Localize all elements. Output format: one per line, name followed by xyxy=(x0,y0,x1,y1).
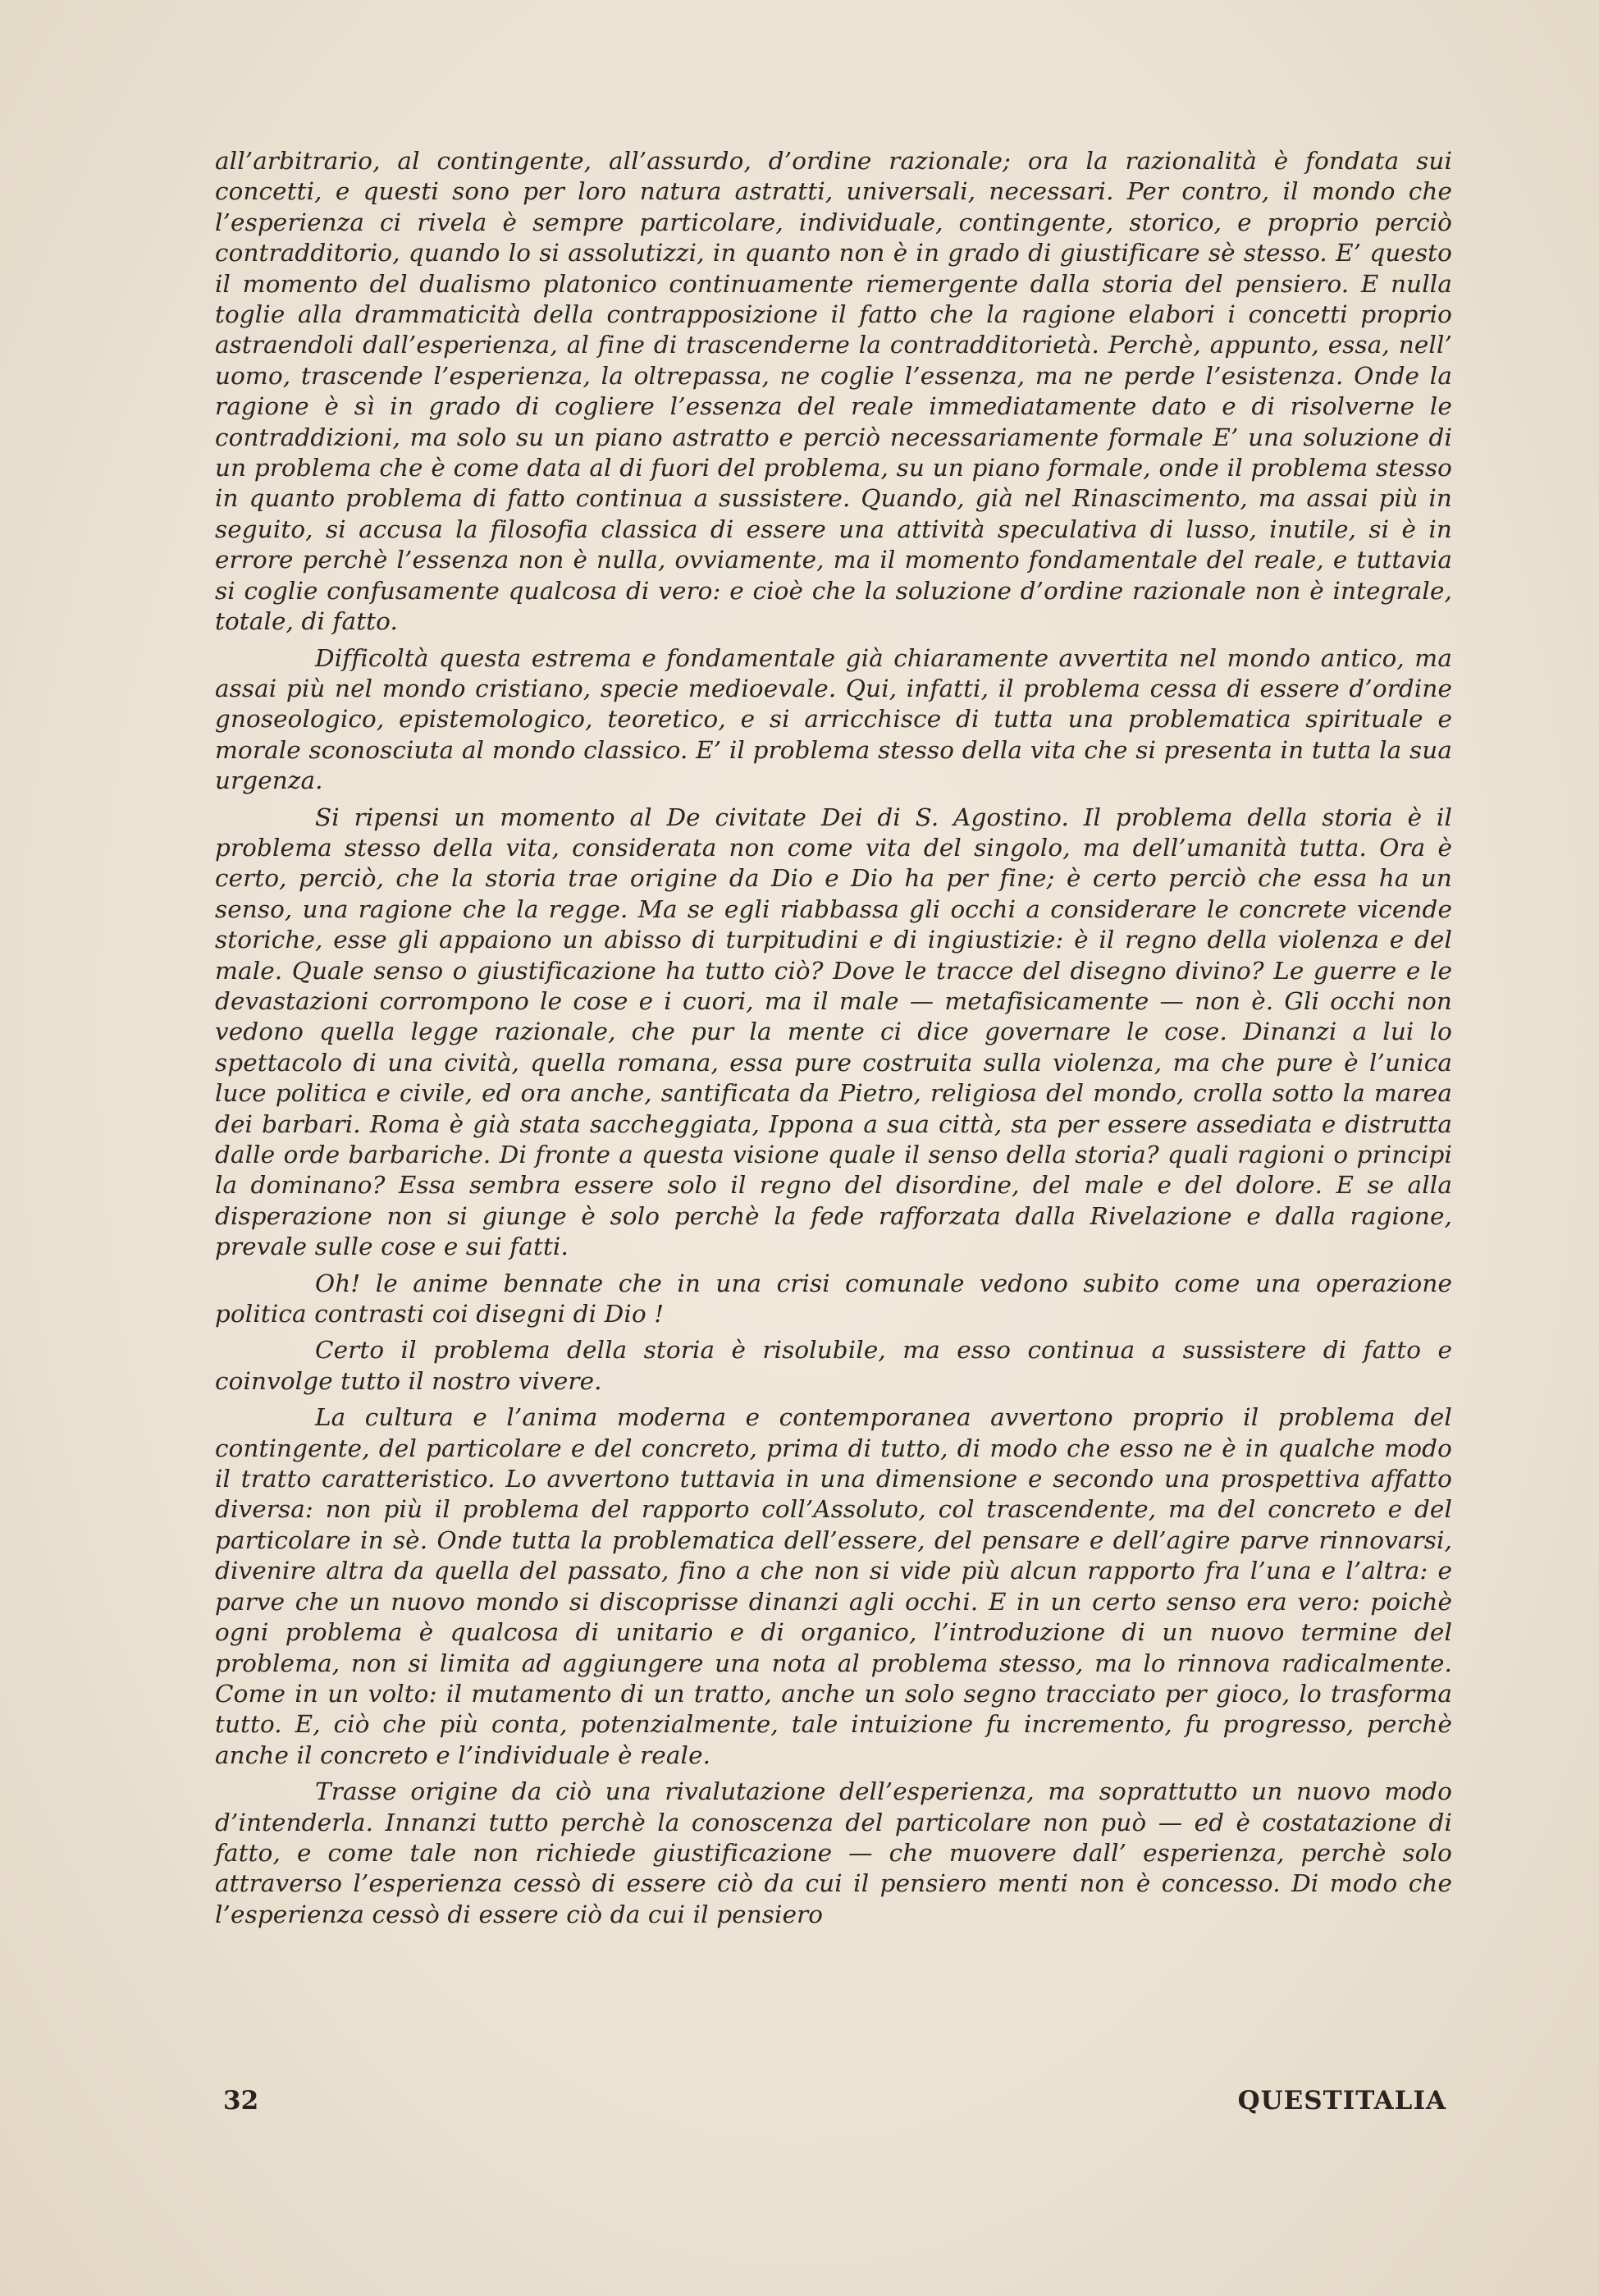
paragraph: Certo il problema della storia è risolubile, ma esso continua a sussistere di fatto e coinvolge tutto il nostro vivere. xyxy=(215,1336,1452,1395)
paragraph: Oh! le anime bennate che in una crisi comunale vedono subito come una operazione politica contrasti coi disegni di Dio ! xyxy=(215,1269,1452,1329)
running-title: QUESTITALIA xyxy=(1237,2086,1446,2115)
article-body xyxy=(215,146,1452,1936)
paragraph: Trasse origine da ciò una rivalutazione dell’esperienza, ma soprattutto un nuovo modo d’intenderla. Innanzi tutto perchè la conoscenza del particolare non può — ed è costatazione di fatto, e come tale non richiede giustificazione — che muovere dall’ esperienza, perchè solo attraverso l’esperienza cessò di essere ciò da cui il pensiero menti non è concesso. Di modo che l’esperienza cessò di essere ciò da cui il pensiero xyxy=(215,1777,1452,1928)
page-number: 32 xyxy=(223,2086,259,2115)
paragraph: Si ripensi un momento al De civitate Dei di S. Agostino. Il problema della storia è il problema stesso della vita, considerata non come vita del singolo, ma dell’umanità tutta. Ora è certo, perciò, che la storia trae origine da Dio e Dio ha per fine; è certo perciò che essa ha un senso, una ragione che la regge. Ma se egli riabbassa gli occhi a considerare le concrete vicende storiche, esse gli appaiono un abisso di turpitudini e di ingiustizie: è il regno della violenza e del male. Quale senso o giustificazione ha tutto ciò? Dove le tracce del disegno divino? Le guerre e le devastazioni corrompono le cose e i cuori, ma il male — metafisicamente — non è. Gli occhi non vedono quella legge razionale, che pur la mente ci dice governare le cose. Dinanzi a lui lo spettacolo di una cività, quella romana, essa pure costruita sulla violenza, ma che pure è l’unica luce politica e civile, ed ora anche, santificata da Pietro, religiosa del mondo, crolla sotto la marea dei barbari. Roma è già stata saccheggiata, Ippona a sua città, sta per essere assediata e distrutta dalle orde barbariche. Di fronte a questa visione quale il senso della storia? quali ragioni o principi la dominano? Essa sembra essere solo il regno del disordine, del male e del dolore. E se alla disperazione non si giunge è solo perchè la fede rafforzata dalla Rivelazione e dalla ragione, prevale sulle cose e sui fatti. xyxy=(215,803,1452,1261)
paragraph: La cultura e l’anima moderna e contemporanea avvertono proprio il problema del contingente, del particolare e del concreto, prima di tutto, di modo che esso ne è in qualche modo il tratto caratteristico. Lo avvertono tuttavia in una dimensione e secondo una prospettiva affatto diversa: non più il problema del rapporto coll’Assoluto, col trascendente, ma del concreto e del particolare in sè. Onde tutta la problematica dell’essere, del pensare e dell’agire parve rinnovarsi, divenire altra da quella del passato, fino a che non si vide più alcun rapporto fra l’una e l’altra: e parve che un nuovo mondo si discoprisse dinanzi agli occhi. E in un certo senso era vero: poichè ogni problema è qualcosa di unitario e di organico, l’introduzione di un nuovo termine del problema, non si limita ad aggiungere una nota al problema stesso, ma lo rinnova radicalmente. Come in un volto: il mutamento di un tratto, anche un solo segno tracciato per gioco, lo trasforma tutto. E, ciò che più conta, potenzialmente, tale intuizione fu incremento, fu progresso, perchè anche il concreto e l’individuale è reale. xyxy=(215,1403,1452,1769)
paragraph: all’arbitrario, al contingente, all’assurdo, d’ordine razionale; ora la razionalità è fondata sui concetti, e questi sono per loro natura astratti, universali, necessari. Per contro, il mondo che l’esperienza ci rivela è sempre particolare, individuale, contingente, storico, e proprio perciò contradditorio, quando lo si assolutizzi, in quanto non è in grado di giustificare sè stesso. E’ questo il momento del dualismo platonico continuamente riemergente dalla storia del pensiero. E nulla toglie alla drammaticità della contrapposizione il fatto che la ragione elabori i concetti proprio astraendoli dall’esperienza, al fine di trascenderne la contradditorietà. Perchè, appunto, essa, nell’ uomo, trascende l’esperienza, la oltrepassa, ne coglie l’essenza, ma ne perde l’esistenza. Onde la ragione è sì in grado di cogliere l’essenza del reale immediatamente dato e di risolverne le contraddizioni, ma solo su un piano astratto e perciò necessariamente formale E’ una soluzione di un problema che è come data al di fuori del problema, su un piano formale, onde il problema stesso in quanto problema di fatto continua a sussistere. Quando, già nel Rinascimento, ma assai più in seguito, si accusa la filosofia classica di essere una attività speculativa di lusso, inutile, si è in errore perchè l’essenza non è nulla, ovviamente, ma il momento fondamentale del reale, e tuttavia si coglie confusamente qualcosa di vero: e cioè che la soluzione d’ordine razionale non è integrale, totale, di fatto. xyxy=(215,147,1452,636)
paragraph: Difficoltà questa estrema e fondamentale già chiaramente avvertita nel mondo antico, ma assai più nel mondo cristiano, specie medioevale. Qui, infatti, il problema cessa di essere d’ordine gnoseologico, epistemologico, teoretico, e si arricchisce di tutta una problematica spirituale e morale sconosciuta al mondo classico. E’ il problema stesso della vita che si presenta in tutta la sua urgenza. xyxy=(215,643,1452,795)
